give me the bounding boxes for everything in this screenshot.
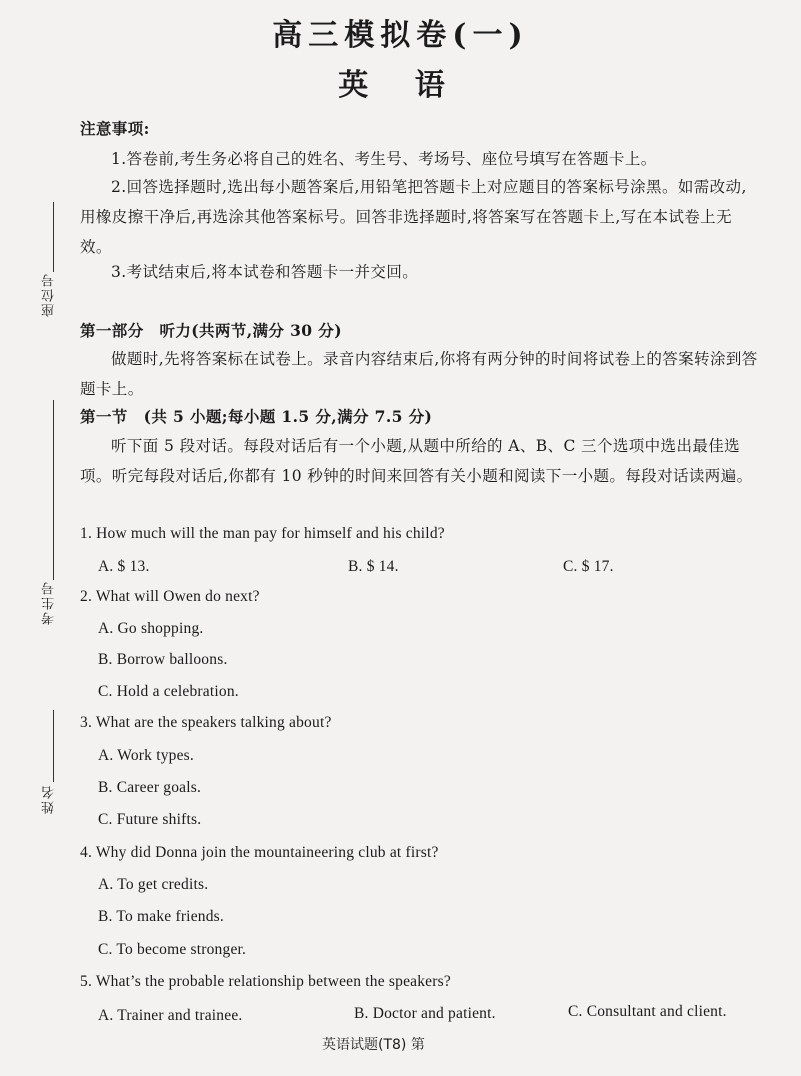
question-5-option-b: B. Doctor and patient.: [354, 1005, 496, 1022]
question-1-stem: 1. How much will the man pay for himself and his child?: [80, 525, 445, 542]
name-label: 姓名: [42, 784, 57, 814]
question-2-option-a: A. Go shopping.: [98, 620, 204, 637]
exam-title: 高三模拟卷(一): [272, 18, 529, 53]
question-3-option-a: A. Work types.: [98, 747, 194, 764]
question-3-stem: 3. What are the speakers talking about?: [80, 714, 332, 731]
question-5-option-c: C. Consultant and client.: [568, 1003, 727, 1020]
section1-description: 听下面 5 段对话。每段对话后有一个小题,从题中所给的 A、B、C 三个选项中选出最佳选项。听完每段对话后,你都有 10 秒钟的时间来回答有关小题和阅读下一小题。每段对话读两遍。: [80, 437, 753, 485]
question-2-stem: 2. What will Owen do next?: [80, 588, 260, 605]
question-2-option-b: B. Borrow balloons.: [98, 651, 228, 668]
question-4-option-a: A. To get credits.: [98, 876, 209, 893]
question-1-option-a: A. $ 13.: [98, 558, 150, 575]
notice-item-3: 3.考试结束后,将本试卷和答题卡一并交回。: [111, 263, 419, 281]
section1-heading: 第一节 (共 5 小题;每小题 1.5 分,满分 7.5 分): [80, 407, 433, 426]
part1-heading: 第一部分 听力(共两节,满分 30 分): [80, 321, 342, 340]
exam-number-label: 考生号: [42, 580, 57, 625]
seat-number-line: [53, 202, 54, 272]
name-line: [53, 710, 54, 782]
question-1-option-c: C. $ 17.: [563, 558, 614, 575]
subject-title: 英 语: [338, 68, 463, 103]
notice-item-1: 1.答卷前,考生务必将自己的姓名、考生号、考场号、座位号填写在答题卡上。: [111, 150, 657, 168]
exam-number-line: [53, 400, 54, 580]
page-footer: 英语试题(T8) 第: [322, 1037, 425, 1053]
question-4-stem: 4. Why did Donna join the mountaineering club at first?: [80, 844, 439, 861]
notice-heading: 注意事项:: [80, 119, 150, 138]
question-5-stem: 5. What’s the probable relationship between the speakers?: [80, 973, 451, 990]
question-2-option-c: C. Hold a celebration.: [98, 683, 239, 700]
question-1-option-b: B. $ 14.: [348, 558, 399, 575]
question-4-option-b: B. To make friends.: [98, 908, 224, 925]
part1-description: 做题时,先将答案标在试卷上。录音内容结束后,你将有两分钟的时间将试卷上的答案转涂到答题卡上。: [80, 350, 758, 398]
notice-item-2: 2.回答选择题时,选出每小题答案后,用铅笔把答题卡上对应题目的答案标号涂黑。如需改动,用橡皮擦干净后,再选涂其他答案标号。回答非选择题时,将答案写在答题卡上,写在本试卷上无效。: [80, 178, 747, 256]
question-3-option-c: C. Future shifts.: [98, 811, 202, 828]
question-3-option-b: B. Career goals.: [98, 779, 202, 796]
question-5-option-a: A. Trainer and trainee.: [98, 1007, 243, 1024]
question-4-option-c: C. To become stronger.: [98, 941, 247, 958]
seat-number-label: 座位号: [42, 272, 57, 317]
